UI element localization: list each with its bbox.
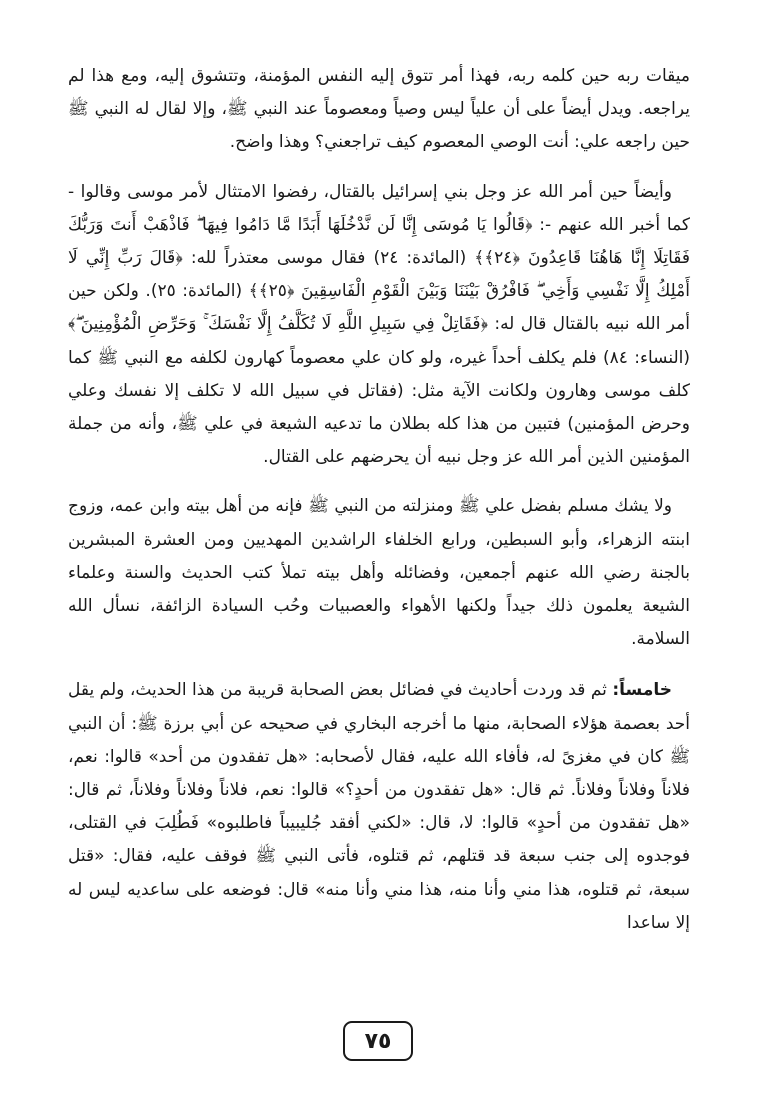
paragraph-2: وأيضاً حين أمر الله عز وجل بني إسرائيل بالقتال، رفضوا الامتثال لأمر موسى وقالوا - كما أخبر الله عنهم -: ﴿قَالُوا يَا مُوسَى إِنَّا لَن نَّدْخُلَهَا أَبَدًا مَّا دَامُوا فِيهَا ۖ فَاذْهَبْ أَنتَ وَرَبُّكَ فَقَاتِلَا إِنَّا هَاهُنَا قَاعِدُونَ ﴿٢٤﴾﴾ (المائدة: ٢٤) فقال موسى معتذراً لله: ﴿قَالَ رَبِّ إِنِّي لَا أَمْلِكُ إِلَّا نَفْسِي وَأَخِي ۖ فَافْرُقْ بَيْنَنَا وَبَيْنَ الْقَوْمِ الْفَاسِقِينَ ﴿٢٥﴾﴾ (المائدة: ٢٥). ولكن حين أمر الله نبيه بالقتال قال له: ﴿فَقَاتِلْ فِي سَبِيلِ اللَّهِ لَا تُكَلَّفُ إِلَّا نَفْسَكَ ۚ وَحَرِّضِ الْمُؤْمِنِينَ ۖ﴾ (النساء: ٨٤) فلم يكلف أحداً غيره، ولو كان علي معصوماً كهارون لكلفه مع النبي ﷺ كما كلف موسى وهارون ولكانت الآية مثل: (فقاتل في سبيل الله لا تكلف إلا نفسك وعلي وحرض المؤمنين) فتبين من هذا كله بطلان ما تدعيه الشيعة في علي ﷺ، وأنه من جملة المؤمنين الذين أمر الله عز وجل نبيه أن يحرضهم على القتال.: [68, 181, 691, 468]
paragraph-4-text: ثم قد وردت أحاديث في فضائل بعض الصحابة قريبة من هذا الحديث، ولم يقل أحد بعصمة هؤلاء الصحابة، منها ما أخرجه البخاري في صحيحه عن أبي برزة ﷺ: أن النبي ﷺ كان في مغزىً له، فأفاء الله عليه، فقال لأصحابه: «هل تفقدون من أحد» قالوا: نعم، فلاناً وفلاناً وفلاناً. ثم قال: «هل تفقدون من أحدٍ؟» قالوا: نعم، فلاناً وفلاناً وفلاناً، ثم قال: «هل تفقدون من أحدٍ» قالوا: لا، قال: «لكني أفقد جُليبيباً فاطلبوه» فَطُلِبَ في القتلى، فوجدوه إلى جنب سبعة قد قتلهم، ثم قتلوه، فأتى النبي ﷺ فوقف عليه، فقال: «قتل سبعة، ثم قتلوه، هذا مني وأنا منه، هذا مني وأنا منه» قال: فوضعه على ساعديه ليس له إلا ساعدا: [68, 680, 690, 933]
paragraph-4: [68, 674, 690, 940]
section-lead-label: خامساً:: [612, 680, 672, 701]
body-text: [68, 60, 690, 940]
page-number: ٧٥: [343, 1021, 413, 1061]
paragraph-3: ولا يشك مسلم بفضل علي ﷺ ومنزلته من النبي ﷺ فإنه من أهل بيته وابن عمه، وزوج ابنته الزهراء، وأبو السبطين، ورابع الخلفاء الراشدين المهديين ومن العشرة المبشرين بالجنة رضي الله عنهم أجمعين، وفضائله وأهل بيته تملأ كتب الحديث والسنة وعلماء الشيعة يعلمون ذلك جيداً ولكنها الأهواء والعصبيات وحُب السيادة الزائفة، نسأل الله السلامة.: [68, 496, 690, 650]
paragraph-1: ميقات ربه حين كلمه ربه، فهذا أمر تتوق إليه النفس المؤمنة، وتتشوق إليه، ومع هذا لم يراجعه. ويدل أيضاً على أن علياً ليس وصياً ومعصوماً عند النبي ﷺ، وإلا لقال له النبي ﷺ حين راجعه علي: أنت الوصي المعصوم كيف تراجعني؟ وهذا واضح.: [68, 66, 690, 153]
